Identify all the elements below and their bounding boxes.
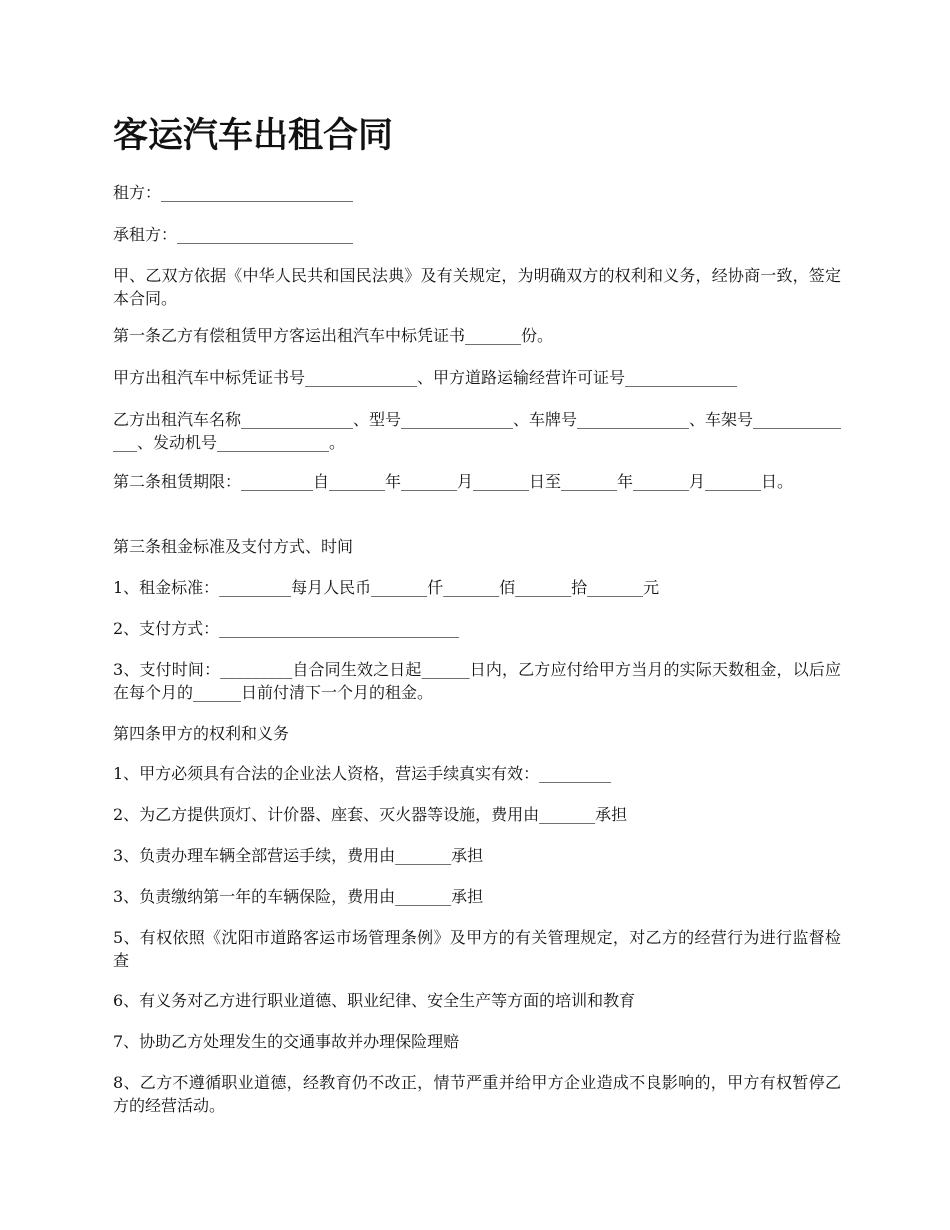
payment-time-paragraph: 3、支付时间：_________自合同生效之日起______日内，乙方应付给甲方当月的实际天数租金，以后应在每个月的______日前付清下一个月的租金。 [113,660,841,702]
preamble-paragraph: 甲、乙双方依据《中华人民共和国民法典》及有关规定，为明确双方的权利和义务，经协商一致，签定本合同。 [113,266,841,308]
article-4-item-3b: 3、负责缴纳第一年的车辆保险，费用由_______承担 [113,887,484,906]
article-4-item-6: 6、有义务对乙方进行职业道德、职业纪律、安全生产等方面的培训和教育 [113,991,636,1010]
article-4-heading: 第四条甲方的权利和义务 [113,724,290,743]
article-4-item-1: 1、甲方必须具有合法的企业法人资格，营运手续真实有效：_________ [113,764,612,783]
lessor-line: 租方：________________________ [113,183,354,202]
article-4-item-7: 7、协助乙方处理发生的交通事故并办理保险理赔 [113,1032,460,1051]
article-3-heading: 第三条租金标准及支付方式、时间 [113,537,354,556]
lessee-line: 承租方：______________________ [113,225,354,244]
vehicle-info-paragraph: 乙方出租汽车名称______________、型号______________、车牌号______________、车架号______________、发动机号______________。 [113,410,842,452]
document-title: 客运汽车出租合同 [113,115,394,156]
article-1-paragraph: 第一条乙方有偿租赁甲方客运出租汽车中标凭证书_______份。 [113,326,554,345]
payment-method-line: 2、支付方式：______________________________ [113,619,460,638]
certificate-number-line: 甲方出租汽车中标凭证书号______________、甲方道路运输经营许可证号______________ [113,368,738,387]
article-4-item-8: 8、乙方不遵循职业道德，经教育仍不改正，情节严重并给甲方企业造成不良影响的，甲方有权暂停乙方的经营活动。 [113,1073,841,1115]
rent-standard-line: 1、租金标准：_________每月人民币_______仟_______佰_______拾_______元 [113,578,660,597]
article-4-item-5: 5、有权依照《沈阳市道路客运市场管理条例》及甲方的有关管理规定，对乙方的经营行为进行监督检查 [113,928,841,970]
article-4-item-2: 2、为乙方提供顶灯、计价器、座套、灭火器等设施，费用由_______承担 [113,805,628,824]
article-2-paragraph: 第二条租赁期限：_________自_______年_______月_______日至_______年_______月_______日。 [113,472,794,491]
article-4-item-3: 3、负责办理车辆全部营运手续，费用由_______承担 [113,846,484,865]
